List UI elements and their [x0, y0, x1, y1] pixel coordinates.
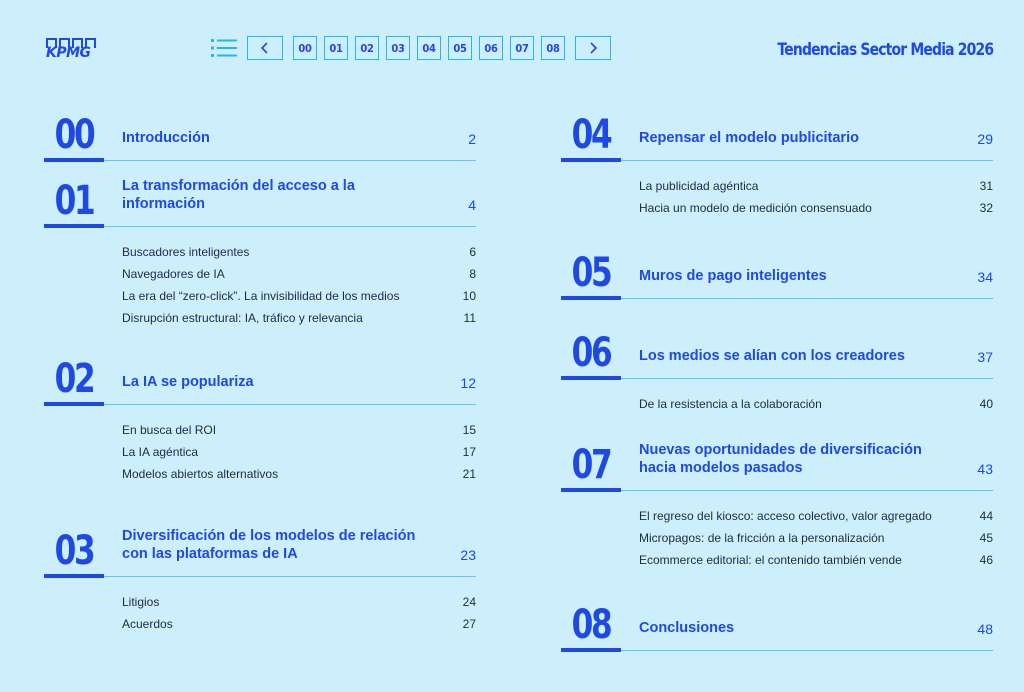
section-divider [561, 650, 993, 652]
section-number: 00 [54, 112, 94, 158]
toc-section-02 [44, 339, 476, 485]
toc-column-right [561, 95, 993, 651]
section-title[interactable]: La IA se populariza [122, 374, 254, 390]
section-title[interactable]: Los medios se alían con los creadores [639, 348, 905, 364]
toc-entry[interactable] [122, 285, 476, 307]
toc-entry-label: De la resistencia a la colaboración [639, 397, 822, 411]
section-title[interactable]: Diversificación de los modelos de relación con las plataformas de IA [122, 528, 416, 562]
toc-entry-label: La publicidad agéntica [639, 179, 759, 193]
toc-section-00 [44, 95, 476, 161]
document-title: Tendencias Sector Media 2026 [777, 40, 993, 60]
nav-section-button-01[interactable]: 01 [324, 36, 348, 60]
section-items [44, 591, 476, 635]
toc-entry[interactable] [122, 463, 476, 485]
toc-entry-label: Navegadores de IA [122, 267, 225, 281]
nav-section-button-03[interactable]: 03 [386, 36, 410, 60]
toc-entry-label: Modelos abiertos alternativos [122, 467, 279, 481]
toc-entry-label: Disrupción estructural: IA, tráfico y relevancia [122, 311, 363, 325]
toc-entry-page: 44 [979, 509, 993, 523]
toc-section-05 [561, 233, 993, 299]
nav-section-button-06[interactable]: 06 [479, 36, 503, 60]
kpmg-logo [46, 38, 100, 62]
section-title[interactable]: Conclusiones [639, 620, 735, 636]
section-heading[interactable] [561, 313, 993, 379]
nav-section-button-08[interactable]: 08 [541, 36, 565, 60]
toc-entry-label: Buscadores inteligentes [122, 245, 250, 259]
toc-entry-page: 11 [463, 311, 476, 325]
toc-entry-page: 15 [462, 423, 476, 437]
chevron-left-icon [259, 42, 271, 54]
section-items [44, 241, 476, 329]
section-number: 05 [571, 250, 611, 296]
list-menu-icon[interactable] [211, 37, 237, 59]
toc-entry-page: 17 [462, 445, 476, 459]
section-number-buttons [293, 36, 572, 60]
toc-entry-label: En busca del ROI [122, 423, 217, 437]
toc-entry[interactable] [122, 263, 476, 285]
toc-entry[interactable] [639, 393, 993, 415]
section-heading[interactable] [44, 95, 476, 161]
prev-page-button[interactable] [247, 36, 283, 60]
nav-section-button-07[interactable]: 07 [510, 36, 534, 60]
section-divider [561, 160, 993, 162]
section-heading[interactable] [561, 425, 993, 491]
nav-section-button-05[interactable]: 05 [448, 36, 472, 60]
section-heading[interactable] [561, 585, 993, 651]
toc-entry-page: 45 [979, 531, 993, 545]
section-title[interactable]: Muros de pago inteligentes [639, 268, 827, 284]
toc-entry-label: La era del “zero-click”. La invisibilidad de los medios [122, 289, 400, 303]
section-page-number: 43 [977, 461, 993, 477]
section-items [561, 175, 993, 219]
toc-entry[interactable] [122, 591, 476, 613]
section-number: 06 [571, 330, 611, 376]
toc-entry-page: 46 [979, 553, 993, 567]
section-number: 02 [54, 356, 94, 402]
toc-entry-label: Acuerdos [122, 617, 173, 631]
toc-entry[interactable] [639, 197, 993, 219]
toc-entry[interactable] [639, 505, 993, 527]
toc-entry-page: 10 [462, 289, 476, 303]
toc-entry-page: 31 [979, 179, 993, 193]
toc-entry-label: La IA agéntica [122, 445, 199, 459]
section-items [561, 393, 993, 415]
section-number: 04 [571, 112, 611, 158]
section-heading[interactable] [44, 511, 476, 577]
nav-section-button-00[interactable]: 00 [293, 36, 317, 60]
toc-entry-label: Micropagos: de la fricción a la personalización [639, 531, 885, 545]
toc-entry-page: 21 [462, 467, 476, 481]
section-page-number: 4 [468, 197, 476, 213]
toc-entry-page: 32 [979, 201, 993, 215]
section-items [561, 505, 993, 571]
section-page-number: 48 [977, 621, 993, 637]
section-title[interactable]: Nuevas oportunidades de diversificación hacia modelos pasados [639, 442, 922, 476]
nav-section-button-04[interactable]: 04 [417, 36, 441, 60]
section-page-number: 37 [977, 349, 993, 365]
toc-section-06 [561, 313, 993, 415]
toc-entry-label: El regreso del kiosco: acceso colectivo, valor agregado [639, 509, 932, 523]
next-page-button[interactable] [575, 36, 611, 60]
section-heading[interactable] [561, 95, 993, 161]
toc-entry-page: 24 [462, 595, 476, 609]
toc-entry[interactable] [639, 527, 993, 549]
section-divider [561, 378, 993, 380]
toc-entry[interactable] [122, 241, 476, 263]
toc-navigation [211, 36, 611, 60]
toc-entry[interactable] [639, 175, 993, 197]
toc-entry[interactable] [122, 419, 476, 441]
toc-entry-page: 6 [469, 245, 476, 259]
section-title[interactable]: Repensar el modelo publicitario [639, 130, 859, 146]
toc-entry-label: Ecommerce editorial: el contenido también vende [639, 553, 902, 567]
section-page-number: 29 [977, 131, 993, 147]
section-heading[interactable] [44, 161, 476, 227]
toc-entry[interactable] [122, 441, 476, 463]
section-number: 07 [571, 442, 611, 488]
toc-section-04 [561, 95, 993, 219]
toc-section-01 [44, 161, 476, 329]
toc-entry-page: 27 [462, 617, 476, 631]
toc-entry[interactable] [122, 307, 476, 329]
toc-section-07 [561, 425, 993, 571]
section-heading[interactable] [44, 339, 476, 405]
toc-entry-label: Litigios [122, 595, 160, 609]
section-page-number: 2 [468, 131, 476, 147]
nav-section-button-02[interactable]: 02 [355, 36, 379, 60]
section-title[interactable]: Introducción [122, 130, 210, 146]
chevron-right-icon [587, 42, 599, 54]
toc-entry-page: 8 [469, 267, 476, 281]
section-page-number: 34 [977, 269, 993, 285]
toc-section-03 [44, 511, 476, 635]
section-heading[interactable] [561, 233, 993, 299]
toc-entry-label: Hacia un modelo de medición consensuado [639, 201, 872, 215]
section-divider [44, 226, 476, 228]
section-divider [44, 404, 476, 406]
section-number: 08 [571, 602, 611, 648]
section-title[interactable]: La transformación del acceso a la información [122, 178, 355, 212]
section-divider [44, 576, 476, 578]
section-number: 01 [54, 178, 94, 224]
toc-column-left [44, 95, 476, 635]
section-items [44, 419, 476, 485]
toc-entry-page: 40 [979, 397, 993, 411]
toc-entry[interactable] [122, 613, 476, 635]
section-divider [561, 298, 993, 300]
section-number: 03 [54, 528, 94, 574]
toc-section-08 [561, 585, 993, 651]
section-divider [561, 490, 993, 492]
section-page-number: 23 [460, 547, 476, 563]
section-page-number: 12 [460, 375, 476, 391]
logo-text: KPMG [46, 45, 91, 61]
toc-entry[interactable] [639, 549, 993, 571]
